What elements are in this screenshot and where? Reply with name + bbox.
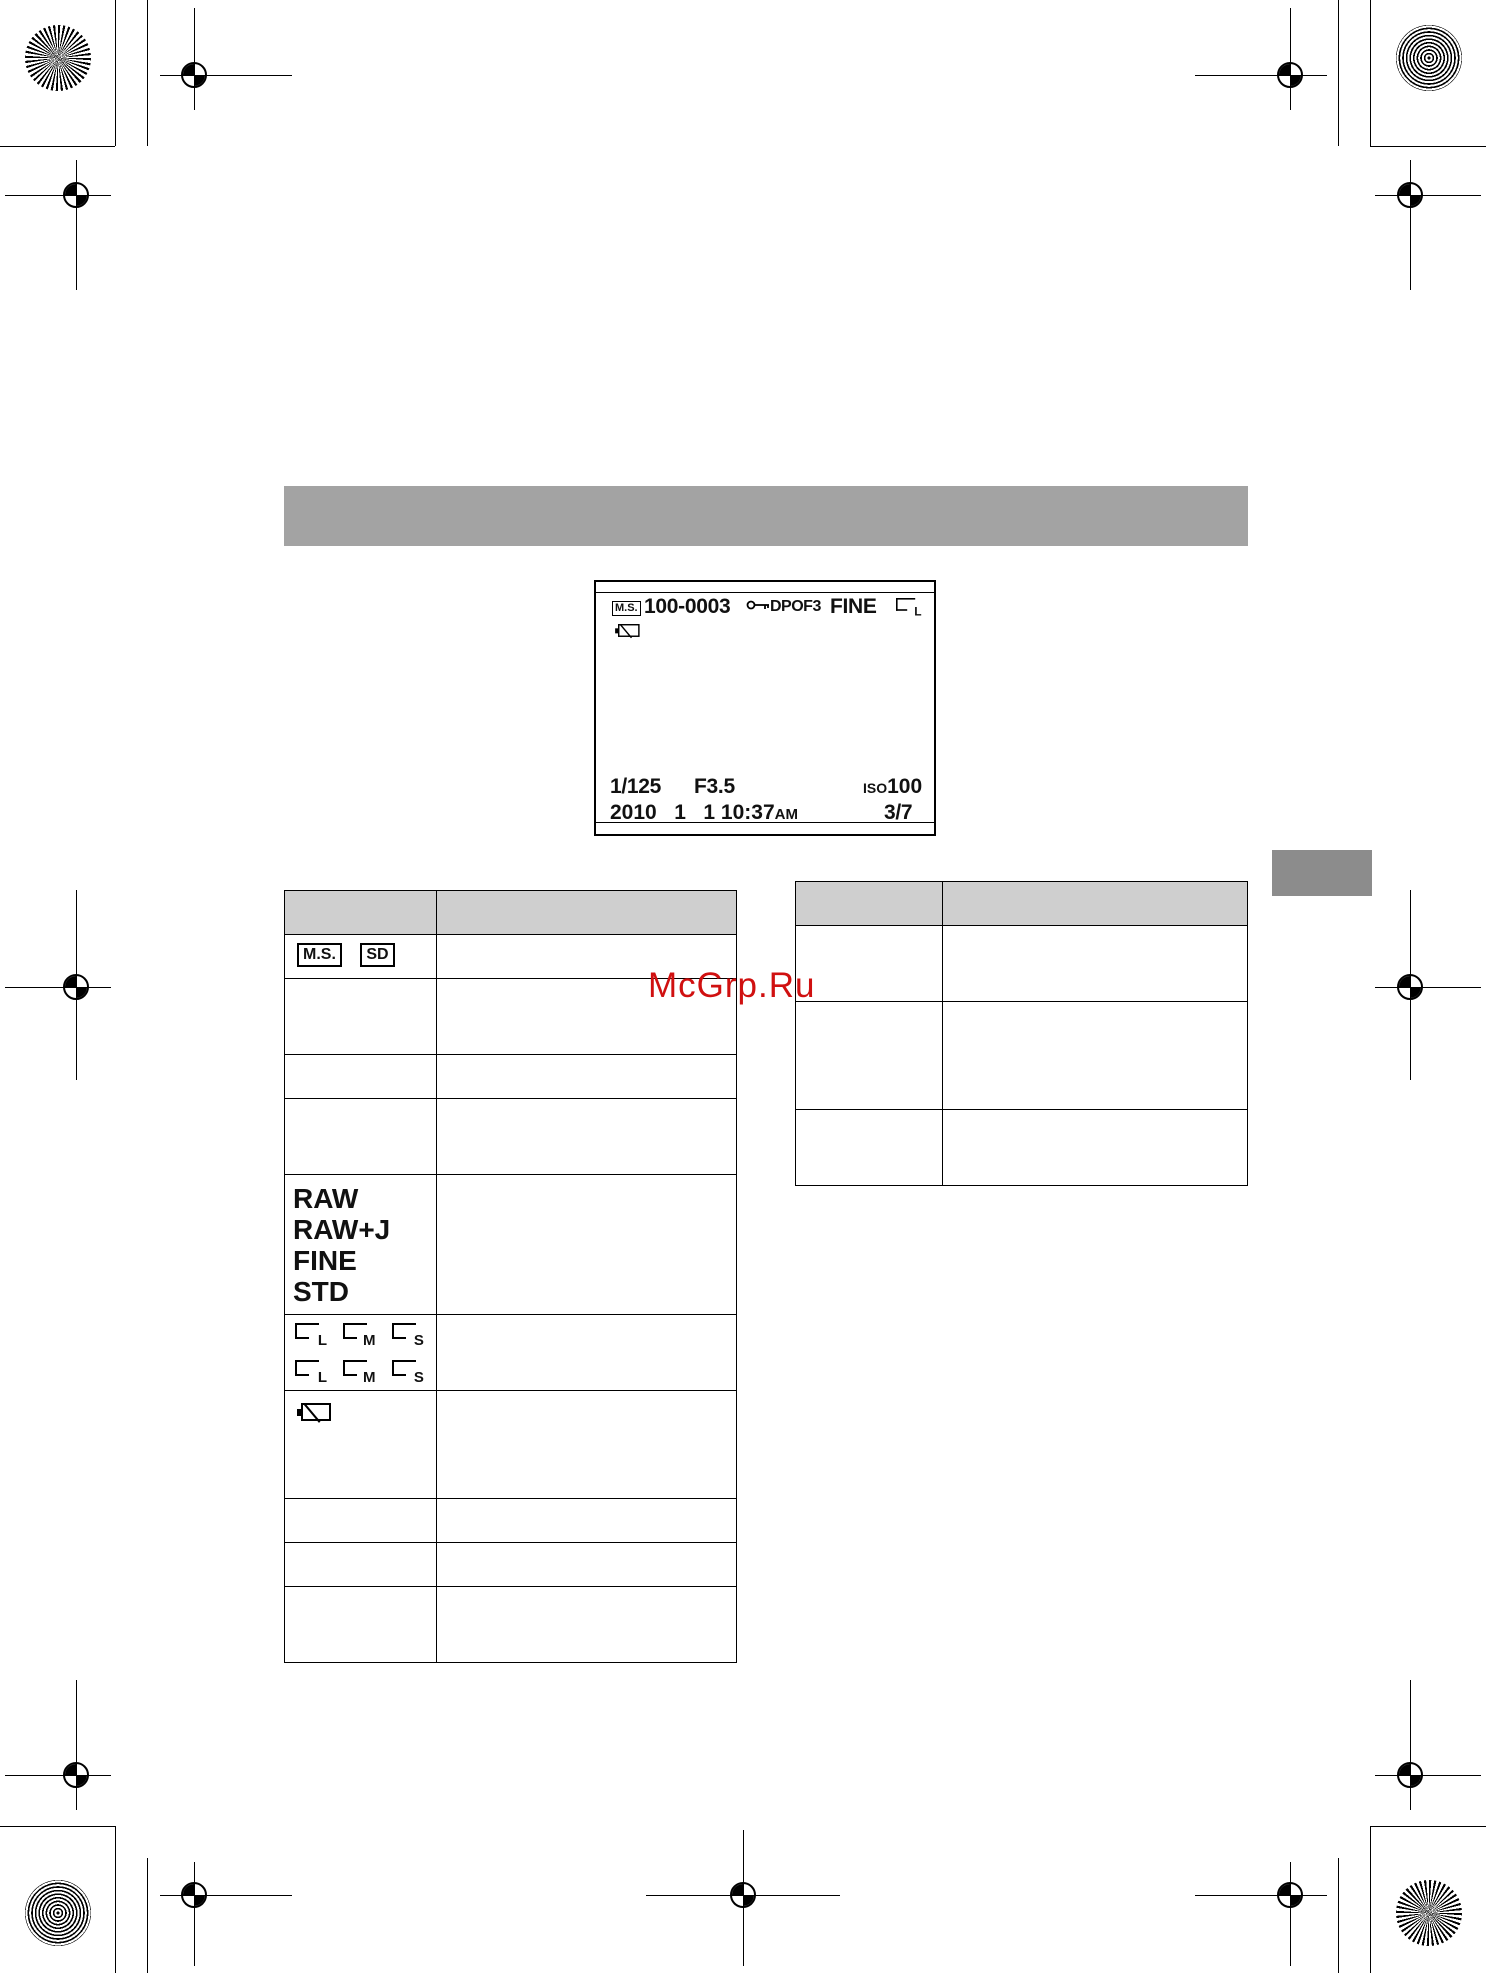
date-time: 2010 1 1 10:37AM — [610, 801, 798, 824]
corner-ring-target-bottom-left — [25, 1880, 91, 1946]
table-row — [285, 1543, 737, 1587]
quality-std: STD — [293, 1276, 349, 1307]
battery-warning-icon — [618, 624, 640, 641]
image-size-icon: L — [896, 598, 940, 625]
chapter-side-tab — [1272, 850, 1372, 896]
corner-star-target-bottom-right — [1396, 1880, 1462, 1946]
memory-stick-icon: M.S. — [612, 598, 641, 616]
table-row — [285, 1099, 737, 1175]
table-row — [796, 1110, 1248, 1186]
aperture: F3.5 — [694, 775, 735, 798]
table-row — [285, 1391, 737, 1499]
table-row — [285, 1055, 737, 1099]
iso-readout: ISO100 — [863, 775, 923, 798]
panorama-large-icon: L — [295, 1360, 327, 1382]
table-row — [796, 1002, 1248, 1110]
file-number: 100-0003 — [644, 595, 731, 618]
quality-label: FINE — [830, 595, 877, 618]
table-row — [285, 1315, 737, 1391]
dpof-label: DPOF3 — [770, 598, 821, 615]
size-large-icon: L — [295, 1323, 327, 1345]
table-header-row — [796, 882, 1248, 926]
sd-card-icon: SD — [360, 943, 394, 967]
battery-warning-icon — [301, 1403, 331, 1421]
frame-counter: 3/7 — [884, 801, 913, 824]
watermark-text: McGrp.Ru — [648, 966, 816, 1005]
table-row — [285, 1587, 737, 1663]
quality-raw: RAW — [293, 1183, 359, 1214]
size-small-icon: S — [392, 1323, 424, 1345]
corner-star-target-top-left — [25, 25, 91, 91]
quality-labels — [285, 1175, 436, 1307]
lcd-playback-screen — [594, 580, 936, 836]
panorama-medium-icon: M — [343, 1360, 375, 1382]
shutter-speed: 1/125 — [610, 775, 662, 798]
right-indicator-table — [795, 881, 1248, 1186]
panorama-small-icon: S — [392, 1360, 424, 1382]
section-header-band — [284, 486, 1248, 546]
table-row — [796, 926, 1248, 1002]
table-header-row — [285, 891, 737, 935]
quality-raw-j: RAW+J — [293, 1214, 391, 1245]
key-icon — [746, 598, 770, 615]
size-medium-icon: M — [343, 1323, 375, 1345]
table-row — [285, 1499, 737, 1543]
memory-stick-icon: M.S. — [297, 943, 342, 967]
corner-ring-target-top-right — [1396, 25, 1462, 91]
table-row — [285, 1175, 737, 1315]
quality-fine: FINE — [293, 1245, 357, 1276]
